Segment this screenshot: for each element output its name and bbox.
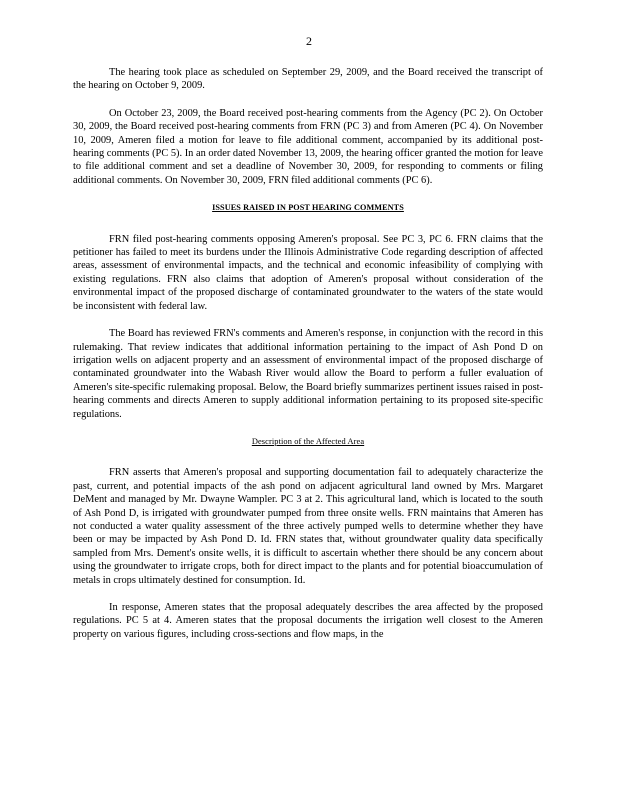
paragraph-ameren-response: In response, Ameren states that the proposal adequately describes the area affected by the proposed regulations. PC 5 at 4. Ameren states that the proposal documents the irrigation well closest to the Ameren property on various figures, including cross-sections and flow maps, in the <box>73 602 543 640</box>
page-number: 2 <box>306 34 312 48</box>
paragraph-hearing: The hearing took place as scheduled on September 29, 2009, and the Board received the transcript of the hearing on October 9, 2009. <box>73 67 543 92</box>
section-heading-description: Description of the Affected Area <box>251 436 365 446</box>
paragraph-board-review: The Board has reviewed FRN's comments and Ameren's response, in conjunction with the record in this rulemaking. That review indicates that additional information pertaining to the impact of Ash Pond D on irrigation wells on adjacent property and an assessment of environmental impact of the proposed discharge of contaminated groundwater into the Wabash River would allow the Board to perform a fuller evaluation of Ameren's site-specific rulemaking proposal. Below, the Board briefly summarizes pertinent issues raised in post-hearing comments and directs Ameren to supply additional information pertaining to its proposed site-specific regulations. <box>73 328 543 420</box>
paragraph-frn-comments: FRN filed post-hearing comments opposing Ameren's proposal. See PC 3, PC 6. FRN claims that the petitioner has failed to meet its burdens under the Illinois Administrative Code regarding description of affected areas, assessment of environmental impacts, and the technical and economic infeasibility of complying with existing regulations. FRN also claims that adoption of Ameren's proposal without consideration of the environmental impact of the proposed discharge of contaminated groundwater to the waters of the state would be inconsistent with federal law. <box>73 233 543 312</box>
paragraph-post-hearing-comments: On October 23, 2009, the Board received post-hearing comments from the Agency (PC 2). On October 30, 2009, the Board received post-hearing comments from FRN (PC 3) and from Ameren (PC 4). On November 10, 2009, Ameren filed a motion for leave to file additional comment, accompanied by its additional post-hearing comments (PC 5). In an order dated November 13, 2009, the hearing officer granted the motion for leave to file additional comment and set a deadline of November 30, 2009, for responding to comments or filing additional comments. On November 30, 2009, FRN filed additional comments (PC 6). <box>73 107 543 186</box>
paragraph-frn-assertion: FRN asserts that Ameren's proposal and supporting documentation fail to adequately characterize the past, current, and potential impacts of the ash pond on adjacent agricultural land owned by Mrs. Margaret DeMent and managed by Mr. Dwayne Wampler. PC 3 at 2. This agricultural land, which is located to the south of Ash Pond D, is irrigated with groundwater pumped from three onsite wells. FRN maintains that Ameren has not conducted a water quality assessment of the three actively pumped wells to determine whether they have been or may be impacted by Ash Pond D. Id. FRN states that, without groundwater quality data specifically sampled from Mrs. Dement's onsite wells, it is difficult to ascertain whether there should be any concern about using the groundwater to irrigate crops, both for direct impact to the plants and for potential bioaccumulation of metals in crops ultimately destined for consumption. Id. <box>73 467 543 586</box>
document-body <box>73 66 543 655</box>
section-heading-issues: ISSUES RAISED IN POST HEARING COMMENTS <box>212 203 404 213</box>
